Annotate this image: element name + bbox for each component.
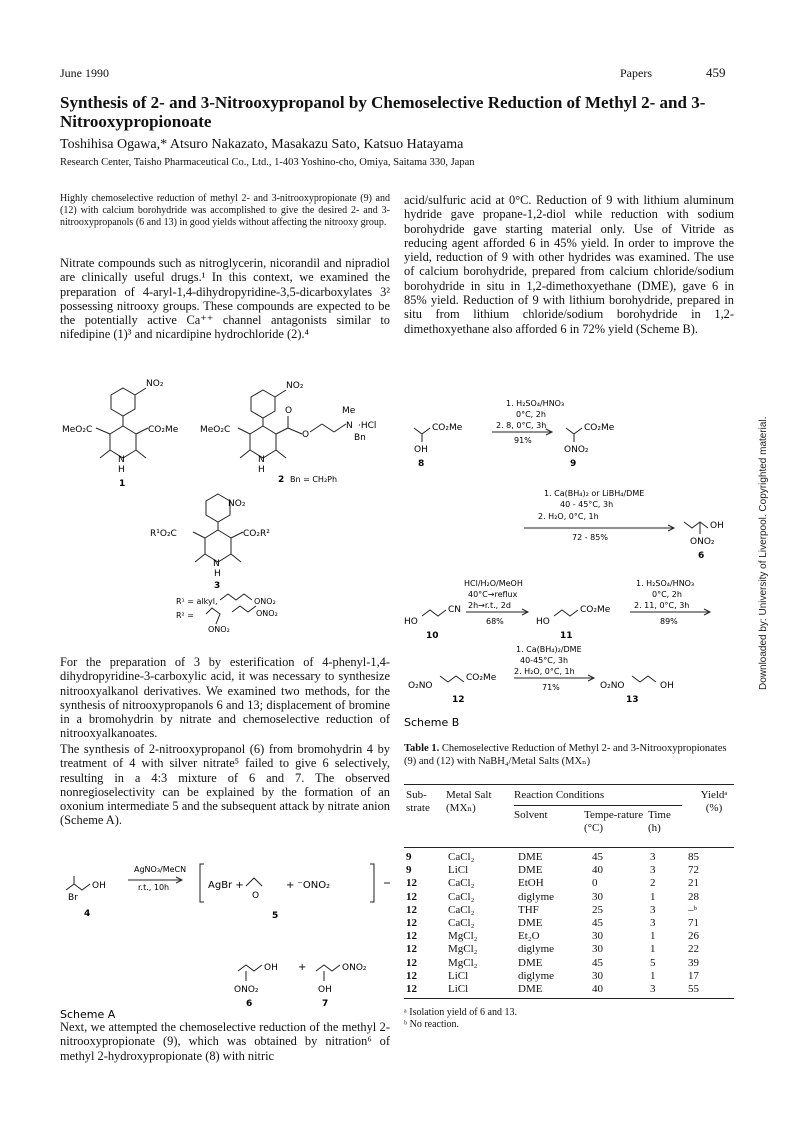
o2no-label: O₂NO bbox=[600, 681, 625, 691]
header-metal-salt: Metal Salt (MXₙ) bbox=[446, 789, 492, 814]
oh-label: OH bbox=[660, 681, 674, 691]
reagent-1-top: 1. H₂SO₄/HNO₃ bbox=[506, 399, 565, 408]
ono2-label: ONO₂ bbox=[254, 597, 276, 606]
co2me-label: CO₂Me bbox=[466, 673, 497, 683]
table-cell: MgCl₂ bbox=[448, 943, 478, 956]
compound-number-1: 1 bbox=[119, 479, 126, 489]
header-temperature: Tempe-rature (°C) bbox=[584, 809, 644, 834]
reagent-2-line2: 2. H₂O, 0°C, 1h bbox=[538, 512, 599, 521]
co2me-label: CO₂Me bbox=[580, 605, 611, 615]
conditions-rule bbox=[514, 805, 682, 806]
reagent-3-yield: 68% bbox=[486, 617, 504, 626]
authors: Toshihisa Ogawa,* Atsuro Nakazato, Masakazu Sato, Katsuo Hatayama bbox=[60, 137, 464, 152]
table-row bbox=[404, 930, 734, 943]
reagent-5-line2: 2. H₂O, 0°C, 1h bbox=[514, 667, 575, 676]
reagent-4-top: 1. H₂SO₄/HNO₃ bbox=[636, 579, 695, 588]
ester-o-label: O bbox=[302, 430, 310, 440]
table-caption-text: Chemoselective Reduction of Methyl 2- and 3-Nitrooxypropionates (9) and (12) with NaBH₄/Metal Salts (MXₙ) bbox=[404, 743, 727, 767]
dihydropyridine-ring-3 bbox=[205, 530, 231, 562]
oxonium-o-label: O bbox=[252, 891, 260, 901]
table-cell: 40 bbox=[592, 864, 603, 877]
no2-label: NO₂ bbox=[286, 381, 304, 391]
reagent-2-mid: 40 - 45°C, 3h bbox=[560, 500, 614, 509]
right-paragraph bbox=[404, 193, 734, 336]
affiliation: Research Center, Taisho Pharmaceutical Co., Ltd., 1-403 Yoshino-cho, Omiya, Saitama 330, Japan bbox=[60, 157, 475, 168]
table-cell: 1 bbox=[650, 890, 656, 903]
reagent-4-mid: 0°C, 2h bbox=[652, 590, 682, 599]
table-cell: 39 bbox=[688, 956, 699, 969]
scheme-a bbox=[60, 856, 390, 1020]
table-cell: 22 bbox=[688, 943, 699, 956]
header-time: Time (h) bbox=[648, 809, 671, 834]
compound-number-8: 8 bbox=[418, 459, 425, 469]
table-row bbox=[404, 864, 734, 877]
table-cell: 71 bbox=[688, 917, 699, 930]
table-row bbox=[404, 877, 734, 890]
header-section: Papers bbox=[620, 66, 652, 80]
reduction-paragraph bbox=[60, 1020, 390, 1063]
oh-label: OH bbox=[414, 445, 428, 455]
table-cell: 28 bbox=[688, 890, 699, 903]
table-row bbox=[404, 957, 734, 970]
co2r2-label: CO₂R² bbox=[243, 529, 270, 539]
table-cell: diglyme bbox=[518, 890, 555, 903]
compound-number-3: 3 bbox=[214, 581, 221, 591]
table-cell: DME bbox=[518, 983, 543, 996]
reagent-2-top: 1. Ca(BH₄)₂ or LiBH₄/DME bbox=[544, 489, 645, 498]
reagent-3-top: HCl/H₂O/MeOH bbox=[464, 579, 523, 588]
reagent-3-line2: 2h→r.t., 2d bbox=[468, 601, 511, 610]
table-cell: CaCl₂ bbox=[448, 851, 475, 863]
header-substrate: Sub-strate bbox=[406, 789, 430, 814]
table-cell: 21 bbox=[688, 877, 699, 890]
table-cell: DME bbox=[518, 851, 543, 863]
compound-number-2: 2 bbox=[278, 475, 285, 485]
hydrogen-label: H bbox=[214, 569, 221, 579]
download-notice: Downloaded by: University of Liverpool. Copyrighted material. bbox=[758, 416, 769, 690]
table-cell: LiCl bbox=[448, 983, 469, 996]
compound-number-13: 13 bbox=[626, 695, 639, 705]
page-number: 459 bbox=[706, 65, 726, 80]
reagent-5-top: 1. Ca(BH₄)₂/DME bbox=[516, 645, 582, 654]
ono2-label: ONO₂ bbox=[564, 445, 589, 455]
ono2-label: ONO₂ bbox=[234, 985, 259, 995]
compound-number-6: 6 bbox=[698, 551, 705, 561]
dihydropyridine-ring-1 bbox=[110, 426, 136, 458]
table-row bbox=[404, 904, 734, 917]
table-cell: 40 bbox=[592, 983, 603, 996]
nitrogen-label: N bbox=[213, 559, 220, 569]
table-cell: 72 bbox=[688, 864, 699, 877]
paragraph-text: For the preparation of 3 by esterification of 4-phenyl-1,4-dihydropyridine-3-carboxylic acid, it was necessary to synthesize nitrooxyalkanol derivatives. We examined two methods, for the synthesis of nitrooxypropanols 6 and 13; displacement of bromine in a bromohydrin by nitrate and chemoselective reduction of nitrooxyalkanoates. bbox=[60, 655, 390, 741]
compound-number-12: 12 bbox=[452, 695, 465, 705]
table-cell: 12 bbox=[406, 983, 417, 996]
table-cell: MgCl₂ bbox=[448, 930, 478, 943]
reagent-2-yield: 72 - 85% bbox=[572, 533, 608, 542]
table-cell: 85 bbox=[688, 851, 699, 863]
no2-label: NO₂ bbox=[228, 499, 246, 509]
table-cell: 12 bbox=[406, 917, 417, 930]
table-row bbox=[404, 983, 734, 996]
table-cell: 45 bbox=[592, 956, 603, 969]
table-cell: CaCl₂ bbox=[448, 890, 475, 903]
scheme-b bbox=[404, 398, 749, 728]
reagent-4-line2: 2. 11, 0°C, 3h bbox=[634, 601, 690, 610]
table-cell: DME bbox=[518, 917, 543, 930]
table-row bbox=[404, 851, 734, 864]
table-cell: 12 bbox=[406, 930, 417, 943]
scheme-b-label: Scheme B bbox=[404, 716, 460, 728]
benzene-ring-3 bbox=[206, 494, 230, 522]
hydrogen-label: H bbox=[118, 465, 125, 475]
ho-label: HO bbox=[404, 617, 418, 627]
table-cell: 45 bbox=[592, 917, 603, 930]
table-row bbox=[404, 917, 734, 930]
compound-number-5: 5 bbox=[272, 911, 279, 921]
table-cell: 45 bbox=[592, 851, 603, 863]
scheme-a-label: Scheme A bbox=[60, 1008, 116, 1020]
footnote-a: ᵃ Isolation yield of 6 and 13. bbox=[404, 1007, 517, 1019]
nitrate-anion-label: + ⁻ONO₂ bbox=[286, 880, 331, 891]
table-cell: THF bbox=[518, 903, 539, 916]
table-cell: 1 bbox=[650, 969, 656, 982]
table-cell: 1 bbox=[650, 943, 656, 956]
reagent-5-yield: 71% bbox=[542, 683, 560, 692]
table-cell: 26 bbox=[688, 930, 699, 943]
table-header bbox=[404, 785, 734, 847]
table-caption bbox=[404, 743, 734, 768]
reagent-3-mid: 40°C→reflux bbox=[468, 590, 518, 599]
reagent-1-mid: 0°C, 2h bbox=[516, 410, 546, 419]
table-1 bbox=[404, 784, 734, 1031]
ono2-label: ONO₂ bbox=[208, 625, 230, 633]
table-cell: MgCl₂ bbox=[448, 956, 478, 969]
table-cell: 9 bbox=[406, 851, 412, 863]
scheme-a-reagent-top: AgNO₃/MeCN bbox=[134, 865, 187, 874]
compound-number-4: 4 bbox=[84, 909, 91, 919]
reagent-1-line2: 2. 8, 0°C, 3h bbox=[496, 421, 547, 430]
table-cell: DME bbox=[518, 864, 543, 877]
r1-definition: R¹ = alkyl, bbox=[176, 597, 218, 606]
table-row bbox=[404, 970, 734, 983]
no2-label: NO₂ bbox=[146, 379, 164, 389]
r2-definition: R² = bbox=[176, 611, 195, 620]
table-cell: CaCl₂ bbox=[448, 917, 475, 930]
compound-number-10: 10 bbox=[426, 631, 439, 641]
ho-label: HO bbox=[536, 617, 550, 627]
table-row bbox=[404, 891, 734, 904]
reagent-4-yield: 89% bbox=[660, 617, 678, 626]
compound-number-9: 9 bbox=[570, 459, 577, 469]
agbr-label: AgBr + bbox=[208, 880, 244, 891]
table-caption-label: Table 1. bbox=[404, 743, 440, 754]
reagent-5-mid: 40-45°C, 3h bbox=[520, 656, 569, 665]
cn-label: CN bbox=[448, 605, 462, 615]
o2no-label: O₂NO bbox=[408, 681, 433, 691]
paragraph-text: Nitrate compounds such as nitroglycerin, nicorandil and nipradiol are clinically useful drugs.¹ In this context, we examined the preparation of 4-aryl-1,4-dihydropyridine-3,5-dicarboxylates 3² possessing nitrooxy groups. These compounds are expected to be the potentially active Ca⁺⁺ channel antagonists similar to nifedipine (1)³ and nicardipine hydrochloride (2).⁴ bbox=[60, 256, 390, 342]
footnote-b: ᵇ No reaction. bbox=[404, 1019, 460, 1031]
table-cell: 3 bbox=[650, 983, 656, 996]
scheme-a-reagent-bottom: r.t., 10h bbox=[138, 883, 170, 892]
oh-label: OH bbox=[710, 521, 724, 531]
abstract: Highly chemoselective reduction of methyl 2- and 3-nitrooxypropionate (9) and (12) with calcium borohydride was accomplished to give the desired 2- and 3-nitrooxypropanols (6 and 13) in good yields without affecting the nitrooxy group. bbox=[60, 193, 390, 228]
bn-label: Bn bbox=[354, 433, 366, 443]
table-cell: 12 bbox=[406, 969, 417, 982]
table-cell: 55 bbox=[688, 983, 699, 996]
table-cell: 1 bbox=[650, 930, 656, 943]
nitrogen-label: N bbox=[118, 455, 125, 465]
bn-definition: Bn = CH₂Ph bbox=[290, 475, 338, 484]
table-cell: –ᵇ bbox=[688, 903, 697, 916]
header-yield: Yieldᵃ (%) bbox=[700, 789, 728, 814]
compound-number-7: 7 bbox=[322, 999, 329, 1009]
table-cell: EtOH bbox=[518, 877, 544, 890]
table-cell: 3 bbox=[650, 903, 656, 916]
ono2-label: ONO₂ bbox=[342, 963, 367, 973]
oh-label: OH bbox=[318, 985, 332, 995]
oh-label: OH bbox=[92, 881, 106, 891]
dihydropyridine-ring-2 bbox=[250, 426, 276, 458]
paragraph-text: The synthesis of 2-nitrooxypropanol (6) from bromohydrin 4 by treatment of 4 with silver nitrate⁵ failed to give 6 selectively, resulting in a 4:3 mixture of 6 and 7. The observed nonregioselectivity can be explained by the formation of an oxonium intermediate 5 and the subsequent attack by nitrate anion (Scheme A). bbox=[60, 742, 390, 828]
table-cell: diglyme bbox=[518, 943, 555, 956]
ono2-label: ONO₂ bbox=[690, 537, 715, 547]
table-cell: 5 bbox=[650, 956, 656, 969]
table-body bbox=[404, 851, 734, 996]
oh-label: OH bbox=[264, 963, 278, 973]
header-reaction-conditions: Reaction Conditions bbox=[514, 789, 605, 801]
reagent-1-yield: 91% bbox=[514, 436, 532, 445]
table-cell: CaCl₂ bbox=[448, 903, 475, 916]
nitrogen-label: N bbox=[346, 421, 353, 431]
hydrogen-label: H bbox=[258, 465, 265, 475]
table-header-rule bbox=[404, 847, 734, 848]
compound-number-6: 6 bbox=[246, 999, 253, 1009]
br-label: Br bbox=[68, 893, 78, 903]
table-cell: 17 bbox=[688, 969, 699, 982]
intro-paragraph bbox=[60, 256, 390, 342]
ono2-label: ONO₂ bbox=[256, 609, 278, 618]
table-cell: 0 bbox=[592, 877, 598, 890]
table-cell: 9 bbox=[406, 864, 412, 877]
co2me-label: CO₂Me bbox=[584, 423, 615, 433]
nitrogen-label: N bbox=[258, 455, 265, 465]
table-cell: 12 bbox=[406, 890, 417, 903]
carbonyl-o-label: O bbox=[285, 406, 293, 416]
table-cell: 3 bbox=[650, 864, 656, 877]
paragraph-text: acid/sulfuric acid at 0°C. Reduction of 9 with lithium aluminum hydride gave propane-1,2-diol while reduction with sodium borohydride gave starting material only. Use of Vitride as reducing agent afforded 6 in 45% yield. In order to improve the yield, reduction of 9 with other hydrides was examined. The use of calcium borohydride, prepared from calcium chloride/sodium borohydride in situ in 1,2-dimethoxyethane (DME), gave 6 in 85% yield. Reduction of 9 with lithium borohydride, prepared in situ from lithium chloride/sodium borohydride in 1,2-dimethoxyethane also afforded 6 in 72% yield (Scheme B). bbox=[404, 193, 734, 336]
co2me-label: CO₂Me bbox=[432, 423, 463, 433]
structures-figure bbox=[60, 368, 400, 633]
table-cell: 25 bbox=[592, 903, 603, 916]
table-cell: 30 bbox=[592, 969, 603, 982]
meo2c-label: MeO₂C bbox=[200, 425, 231, 435]
table-row bbox=[404, 943, 734, 956]
paper-title: Synthesis of 2- and 3-Nitrooxypropanol by Chemoselective Reduction of Methyl 2- and 3-Nitrooxypropionoate bbox=[60, 93, 706, 131]
header-solvent: Solvent bbox=[514, 809, 548, 821]
benzene-ring-2 bbox=[251, 390, 275, 418]
plus-sign: + bbox=[298, 962, 307, 973]
me-label: Me bbox=[342, 406, 356, 416]
scheme-a-paragraph bbox=[60, 742, 390, 828]
methods-paragraph bbox=[60, 655, 390, 741]
meo2c-label: MeO₂C bbox=[62, 425, 93, 435]
table-cell: CaCl₂ bbox=[448, 877, 475, 890]
table-cell: DME bbox=[518, 956, 543, 969]
table-cell: 3 bbox=[650, 917, 656, 930]
benzene-ring-1 bbox=[111, 388, 135, 416]
table-cell: Et₂O bbox=[518, 930, 540, 943]
table-bottom-rule bbox=[404, 998, 734, 999]
table-cell: 12 bbox=[406, 877, 417, 890]
table-cell: diglyme bbox=[518, 969, 555, 982]
table-cell: 12 bbox=[406, 956, 417, 969]
table-cell: 12 bbox=[406, 943, 417, 956]
table-cell: 30 bbox=[592, 890, 603, 903]
header-date: June 1990 bbox=[60, 66, 109, 80]
hcl-label: ·HCl bbox=[358, 421, 377, 431]
r1o2c-label: R¹O₂C bbox=[150, 529, 177, 539]
table-cell: 2 bbox=[650, 877, 656, 890]
compound-number-11: 11 bbox=[560, 631, 573, 641]
table-cell: 30 bbox=[592, 930, 603, 943]
table-cell: 12 bbox=[406, 903, 417, 916]
table-cell: 30 bbox=[592, 943, 603, 956]
table-cell: LiCl bbox=[448, 864, 469, 877]
table-cell: LiCl bbox=[448, 969, 469, 982]
co2me-label: CO₂Me bbox=[148, 425, 179, 435]
table-cell: 3 bbox=[650, 851, 656, 863]
paragraph-text: Next, we attempted the chemoselective reduction of the methyl 2-nitrooxypropionate (9), which was obtained by nitration⁶ of methyl 2-hydroxypropionate (8) with nitric bbox=[60, 1020, 390, 1063]
